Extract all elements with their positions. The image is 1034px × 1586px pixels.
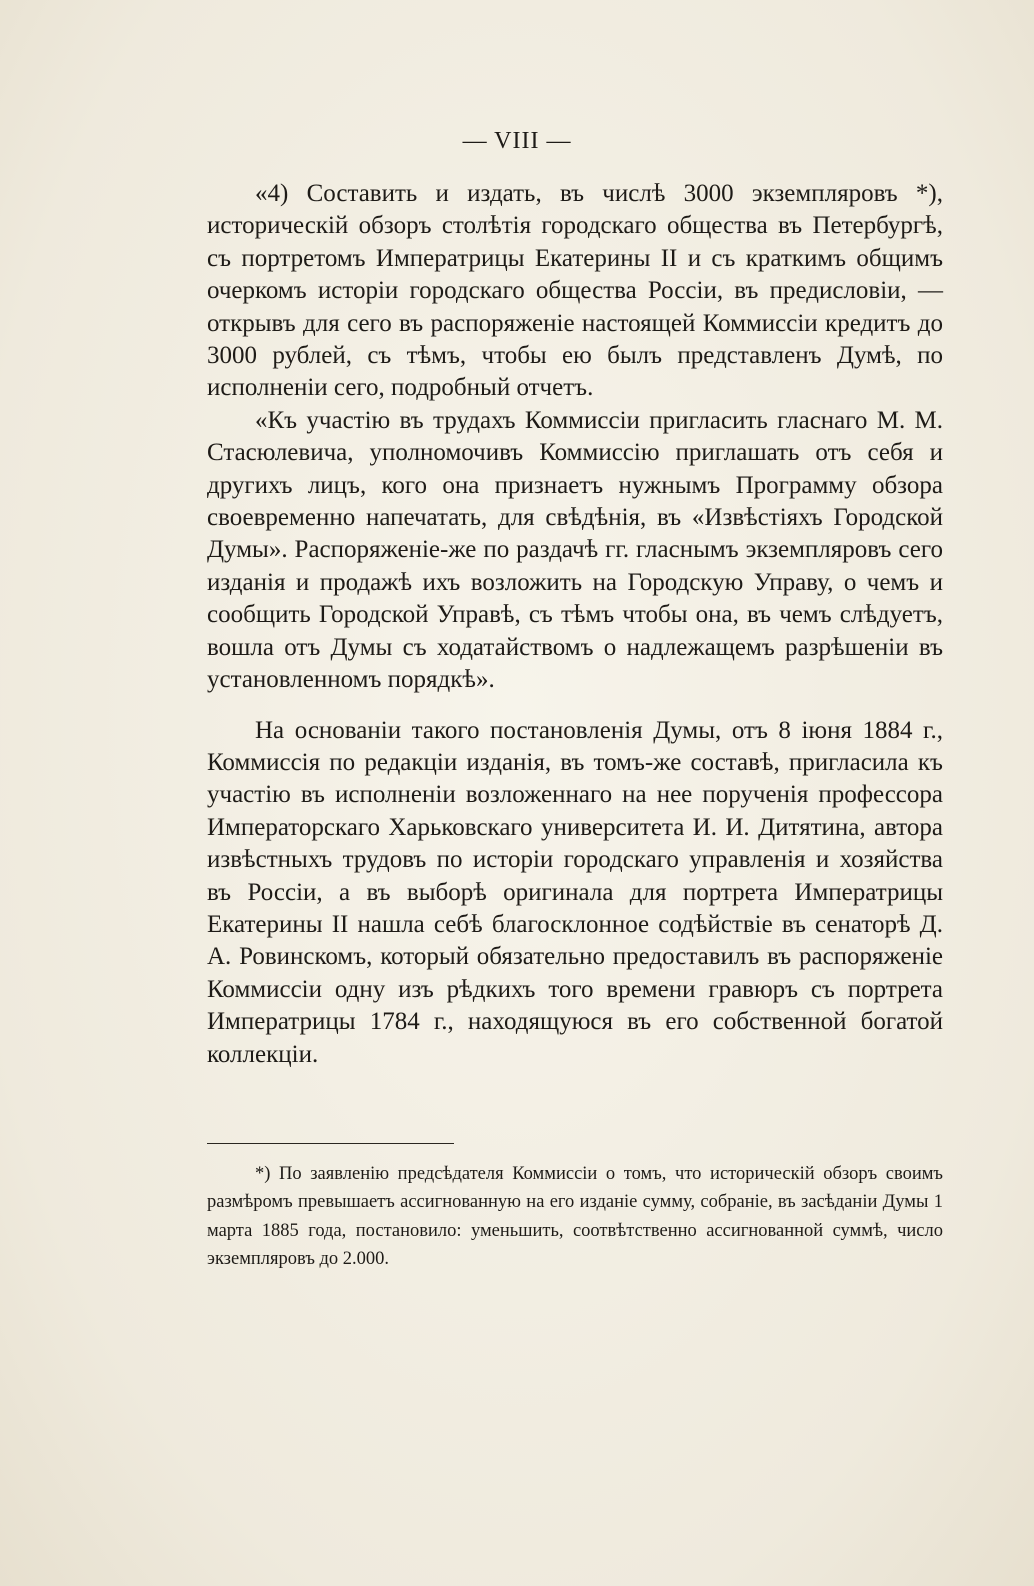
body-text bbox=[207, 178, 943, 1071]
paragraph-item-4: «4) Составить и издать, въ числѣ 3000 экземпляровъ *), историческій обзоръ столѣтія городскаго общества въ Петербургѣ, съ портретомъ Императрицы Екатерины II и съ краткимъ общимъ очеркомъ исторіи городскаго общества Россіи, въ предисловіи, — открывъ для сего въ распоряженіе настоящей Коммиссіи кредитъ до 3000 рублей, съ тѣмъ, чтобы ею былъ представленъ Думѣ, по исполненіи сего, подробный отчетъ. bbox=[207, 180, 943, 402]
paragraph-commission: На основаніи такого постановленія Думы, отъ 8 іюня 1884 г., Коммиссія по редакціи изданія, въ томъ-же составѣ, пригласила къ участію въ исполненіи возложеннаго на нее порученія профессора Императорскаго Харьковскаго университета И. И. Дитятина, автора извѣстныхъ трудовъ по исторіи городскаго управленія и хозяйства въ Россіи, а въ выборѣ оригинала для портрета Императрицы Екатерины II нашла себѣ благосклонное содѣйствіе въ сенаторѣ Д. А. Ровинскомъ, который обязательно предоставилъ въ распоряженіе Коммиссіи одну изъ рѣдкихъ того времени гравюръ съ портрета Императрицы 1784 г., находящуюся въ его собственной богатой коллекціи. bbox=[207, 716, 943, 1068]
footnote: *) По заявленію предсѣдателя Коммиссіи о томъ, что историческій обзоръ своимъ размѣромъ превышаетъ ассигнованную на его изданіе сумму, собраніе, въ засѣданіи Думы 1 марта 1885 года, постановило: уменьшить, соотвѣтственно ассигнованной суммѣ, число экземпляровъ до 2.000. bbox=[207, 1164, 943, 1270]
paragraph-participation: «Къ участію въ трудахъ Коммиссіи пригласить гласнаго М. М. Стасюлевича, уполномочивъ Коммиссію приглашать отъ себя и другихъ лицъ, кого она признаетъ нужнымъ Программу обзора своевременно напечатать, для свѣдѣнія, въ «Извѣстіяхъ Городской Думы». Распоряженіе-же по раздачѣ гг. гласнымъ экземпляровъ сего изданія и продажѣ ихъ возложить на Городскую Управу, о чемъ и сообщить Городской Управѣ, съ тѣмъ чтобы она, въ чемъ слѣдуетъ, вошла отъ Думы съ ходатайствомъ о надлежащемъ разрѣшеніи въ установленномъ порядкѣ». bbox=[207, 406, 943, 694]
page-number: — VIII — bbox=[462, 128, 572, 154]
footnote-divider bbox=[207, 1143, 454, 1144]
